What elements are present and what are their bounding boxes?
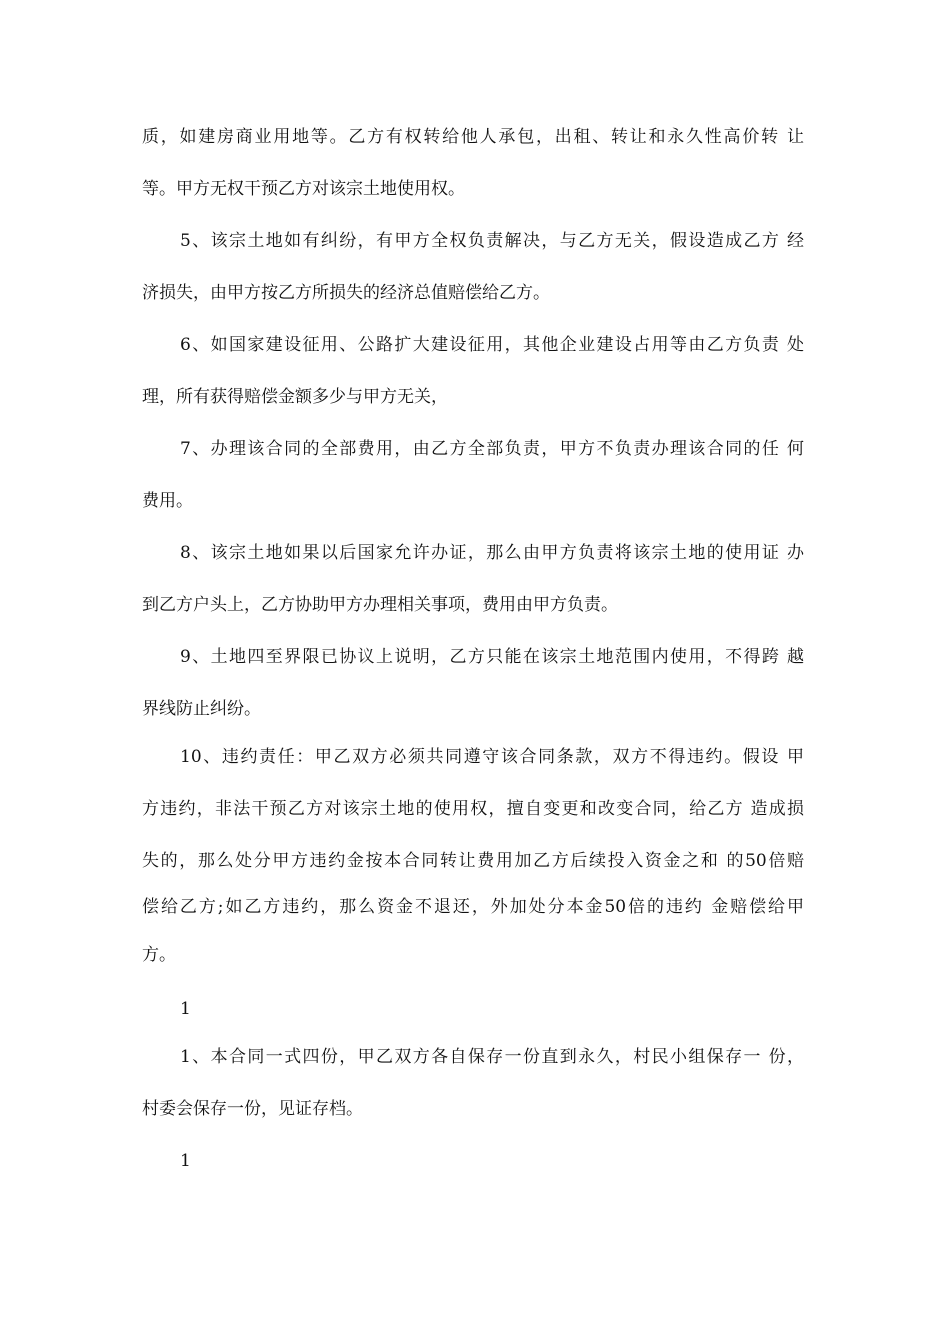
text-line: 质，如建房商业用地等。乙方有权转给他人承包，出租、转让和永久性高价转 让 [142,127,804,147]
section-number: 1 [180,1151,191,1171]
text-line: 偿给乙方;如乙方违约，那么资金不退还，外加处分本金50倍的违约 金赔偿给甲 [142,897,804,917]
text-line: 济损失，由甲方按乙方所损失的经济总值赔偿给乙方。 [142,283,550,303]
text-line: 失的，那么处分甲方违约金按本合同转让费用加乙方后续投入资金之和 的50倍赔 [142,851,804,871]
text-line: 方。 [142,945,176,965]
text-line: 界线防止纠纷。 [142,699,261,719]
text-line: 理，所有获得赔偿金额多少与甲方无关， [142,387,448,407]
clause-1: 1、本合同一式四份，甲乙双方各自保存一份直到永久，村民小组保存一 份， [180,1047,804,1067]
clause-7: 7、办理该合同的全部费用，由乙方全部负责，甲方不负责办理该合同的任 何 [180,439,804,459]
text-line: 村委会保存一份，见证存档。 [142,1099,363,1119]
text-line: 等。甲方无权干预乙方对该宗土地使用权。 [142,179,465,199]
text-line: 到乙方户头上，乙方协助甲方办理相关事项，费用由甲方负责。 [142,595,618,615]
section-number: 1 [180,999,191,1019]
clause-8: 8、该宗土地如果以后国家允许办证，那么由甲方负责将该宗土地的使用证 办 [180,543,804,563]
text-line: 费用。 [142,491,193,511]
clause-9: 9、土地四至界限已协议上说明，乙方只能在该宗土地范围内使用，不得跨 越 [180,647,804,667]
clause-5: 5、该宗土地如有纠纷，有甲方全权负责解决，与乙方无关，假设造成乙方 经 [180,231,804,251]
clause-6: 6、如国家建设征用、公路扩大建设征用，其他企业建设占用等由乙方负责 处 [180,335,804,355]
text-line: 方违约，非法干预乙方对该宗土地的使用权，擅自变更和改变合同，给乙方 造成损 [142,799,804,819]
clause-10: 10、违约责任：甲乙双方必须共同遵守该合同条款，双方不得违约。假设 甲 [180,747,804,767]
